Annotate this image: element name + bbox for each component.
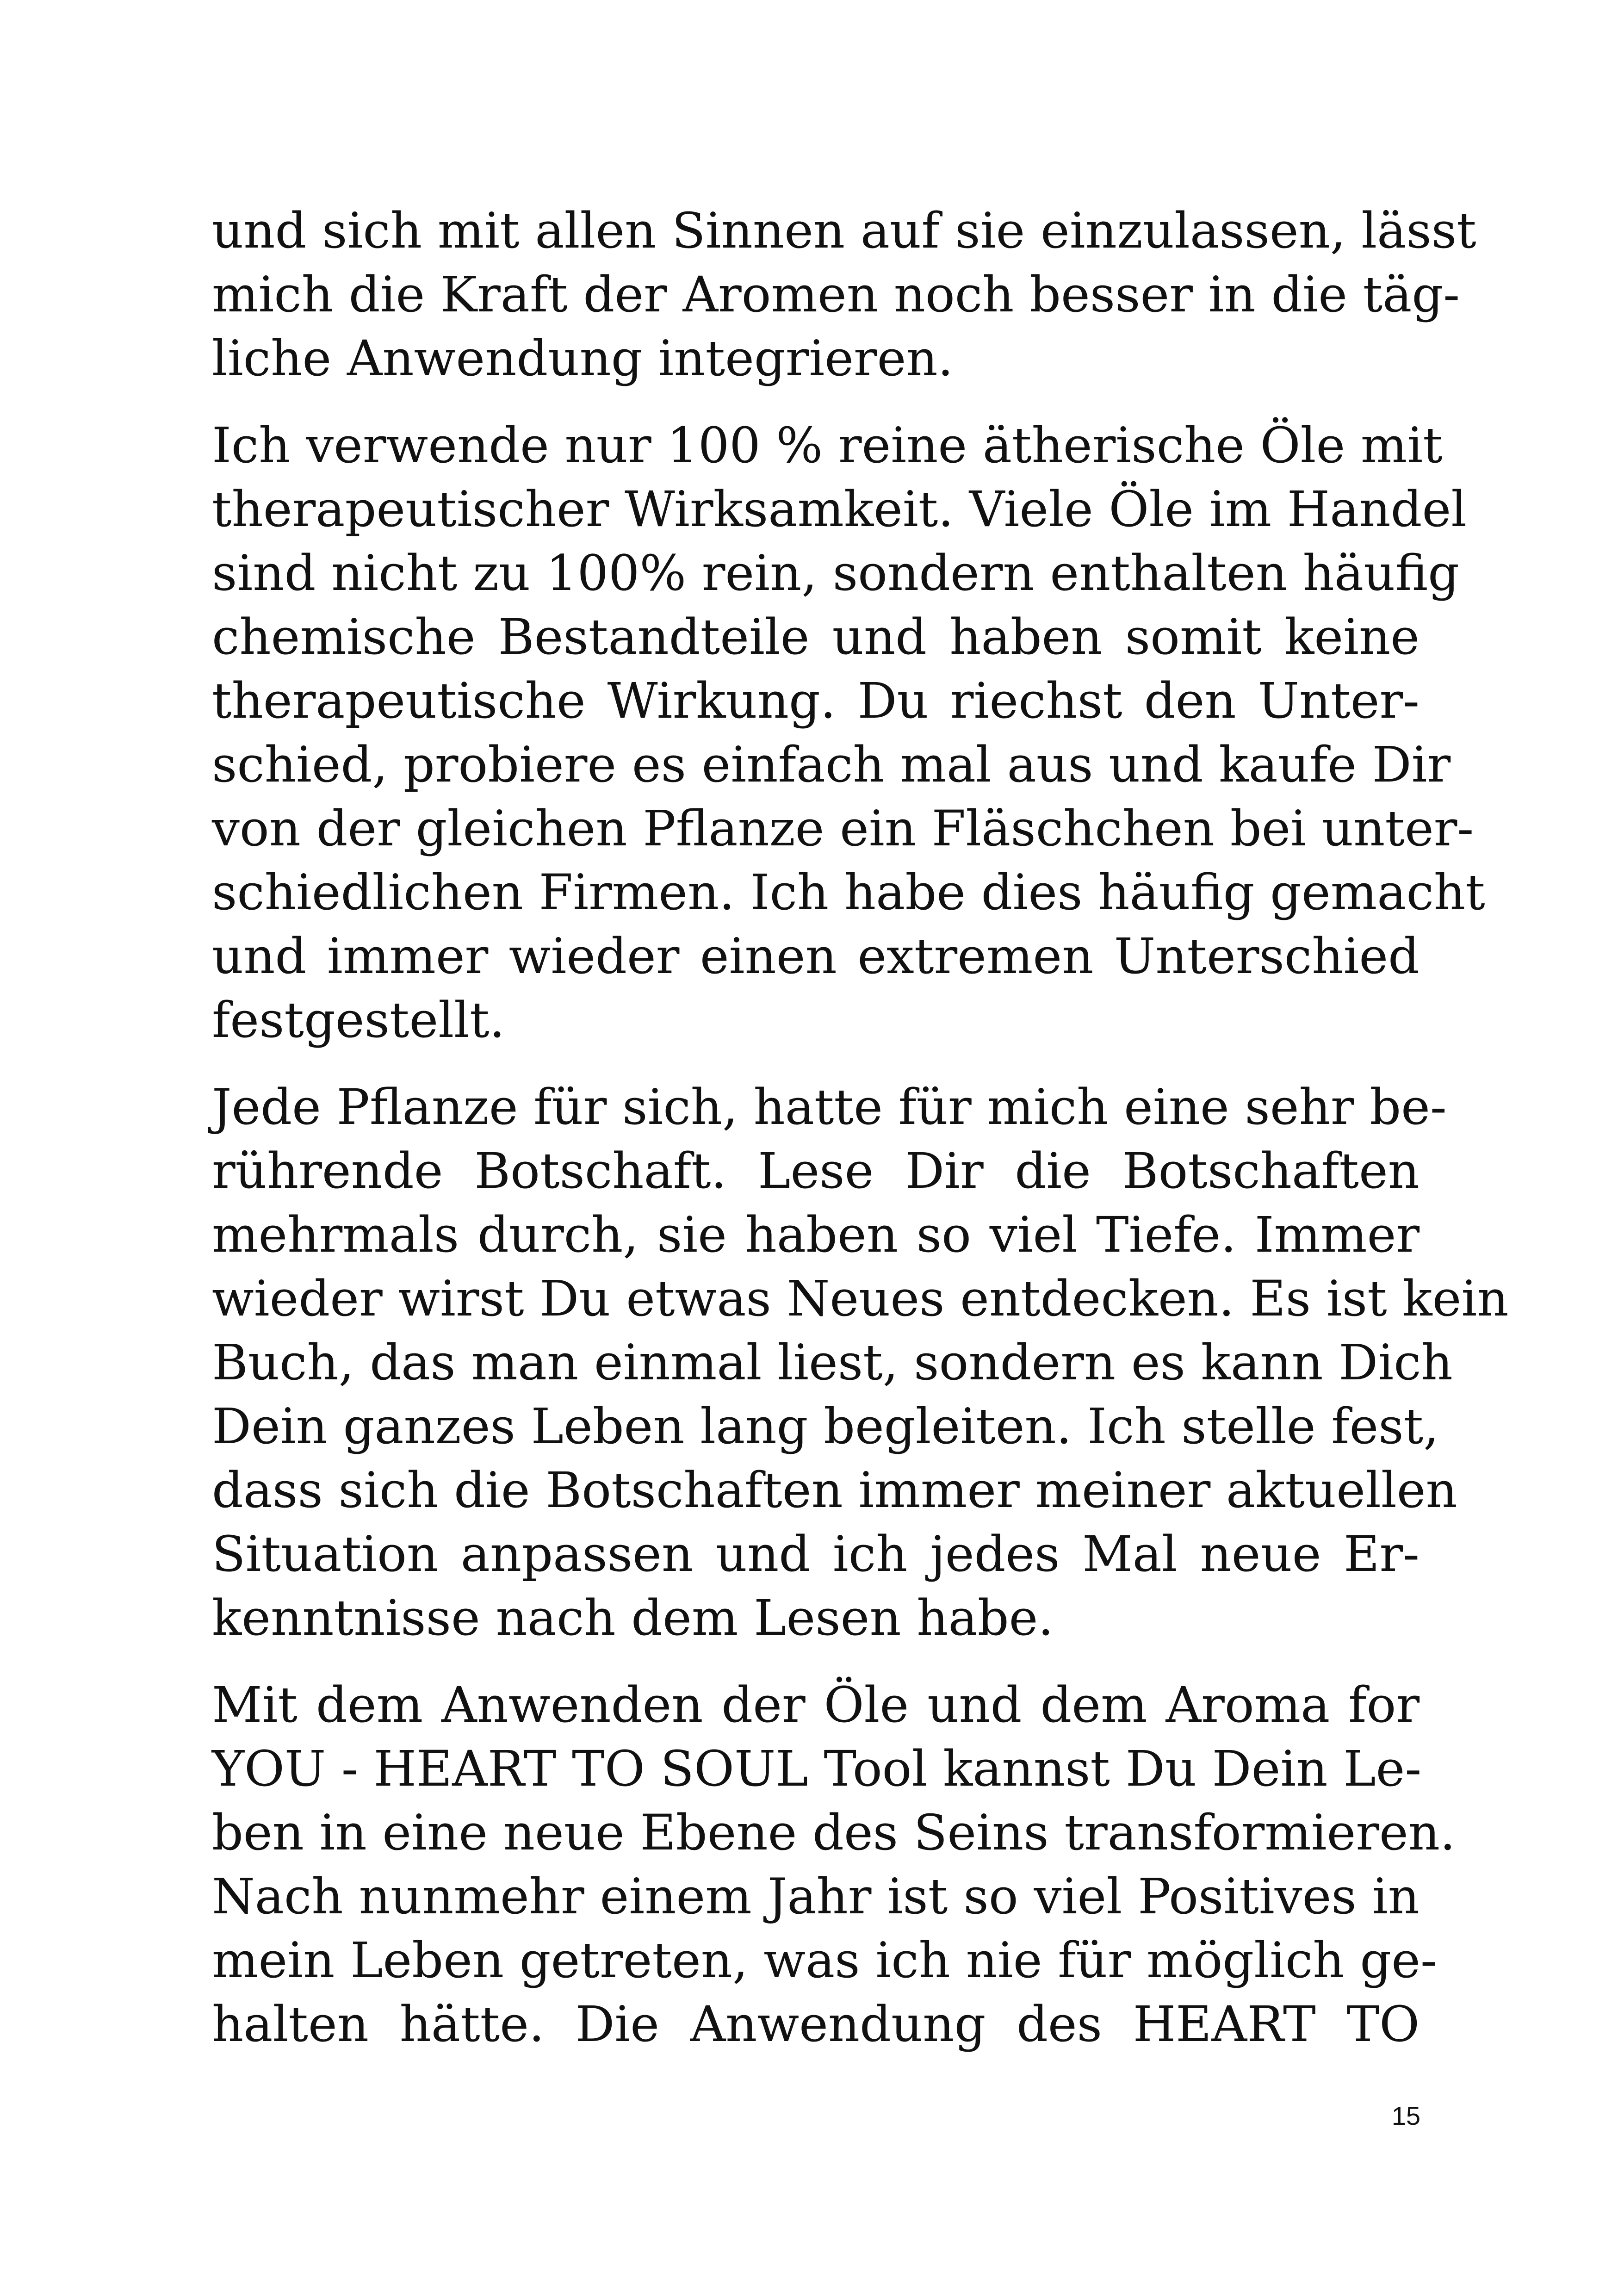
text-line: und sich mit allen Sinnen auf sie einzulassen, lässt: [212, 202, 1476, 259]
text-line: therapeutische Wirkung. Du riechst den Unter-: [212, 672, 1420, 729]
text-line: Nach nunmehr einem Jahr ist so viel Positives in: [212, 1868, 1420, 1925]
text-line: schied, probiere es einfach mal aus und kaufe Dir: [212, 736, 1451, 793]
text-line: therapeutischer Wirksamkeit. Viele Öle im Handel: [212, 481, 1467, 538]
text-line: wieder wirst Du etwas Neues entdecken. Es ist kein: [212, 1270, 1509, 1327]
text-line: mich die Kraft der Aromen noch besser in die täg-: [212, 266, 1460, 323]
text-line: Situation anpassen und ich jedes Mal neue Er-: [212, 1526, 1420, 1582]
text-line: Dein ganzes Leben lang begleiten. Ich stelle fest,: [212, 1398, 1439, 1455]
text-line: chemische Bestandteile und haben somit keine: [212, 608, 1420, 665]
text-line: von der gleichen Pflanze ein Fläschchen bei unter-: [212, 800, 1474, 857]
text-line: liche Anwendung integrieren.: [212, 330, 954, 387]
text-line: festgestellt.: [212, 992, 505, 1049]
text-line: ben in eine neue Ebene des Seins transformieren.: [212, 1804, 1456, 1861]
text-line: Mit dem Anwenden der Öle und dem Aroma for: [212, 1676, 1420, 1733]
text-line: mein Leben getreten, was ich nie für möglich ge-: [212, 1932, 1437, 1989]
paragraph-3: [212, 1075, 1509, 1650]
text-line: Ich verwende nur 100 % reine ätherische Öle mit: [212, 417, 1443, 474]
text-line: rührende Botschaft. Lese Dir die Botschaften: [212, 1142, 1420, 1199]
text-line: kenntnisse nach dem Lesen habe.: [212, 1589, 1054, 1646]
paragraph-2: [212, 414, 1485, 1052]
text-line: Jede Pflanze für sich, hatte für mich eine sehr be-: [212, 1079, 1447, 1136]
text-line: dass sich die Botschaften immer meiner aktuellen: [212, 1462, 1457, 1519]
text-line: halten hätte. Die Anwendung des HEART TO: [212, 1996, 1420, 2053]
text-line: schiedlichen Firmen. Ich habe dies häufig gemacht: [212, 864, 1485, 921]
paragraph-4: [212, 1673, 1456, 2056]
paragraph-1: [212, 199, 1476, 391]
text-line: Buch, das man einmal liest, sondern es kann Dich: [212, 1334, 1453, 1391]
text-line: YOU - HEART TO SOUL Tool kannst Du Dein Le-: [212, 1740, 1422, 1797]
body-text: [212, 199, 1509, 2079]
page-number: 15: [1391, 2101, 1420, 2130]
text-line: sind nicht zu 100% rein, sondern enthalten häufig: [212, 545, 1459, 602]
text-line: mehrmals durch, sie haben so viel Tiefe. Immer: [212, 1206, 1420, 1263]
text-line: und immer wieder einen extremen Unterschied: [212, 928, 1420, 985]
